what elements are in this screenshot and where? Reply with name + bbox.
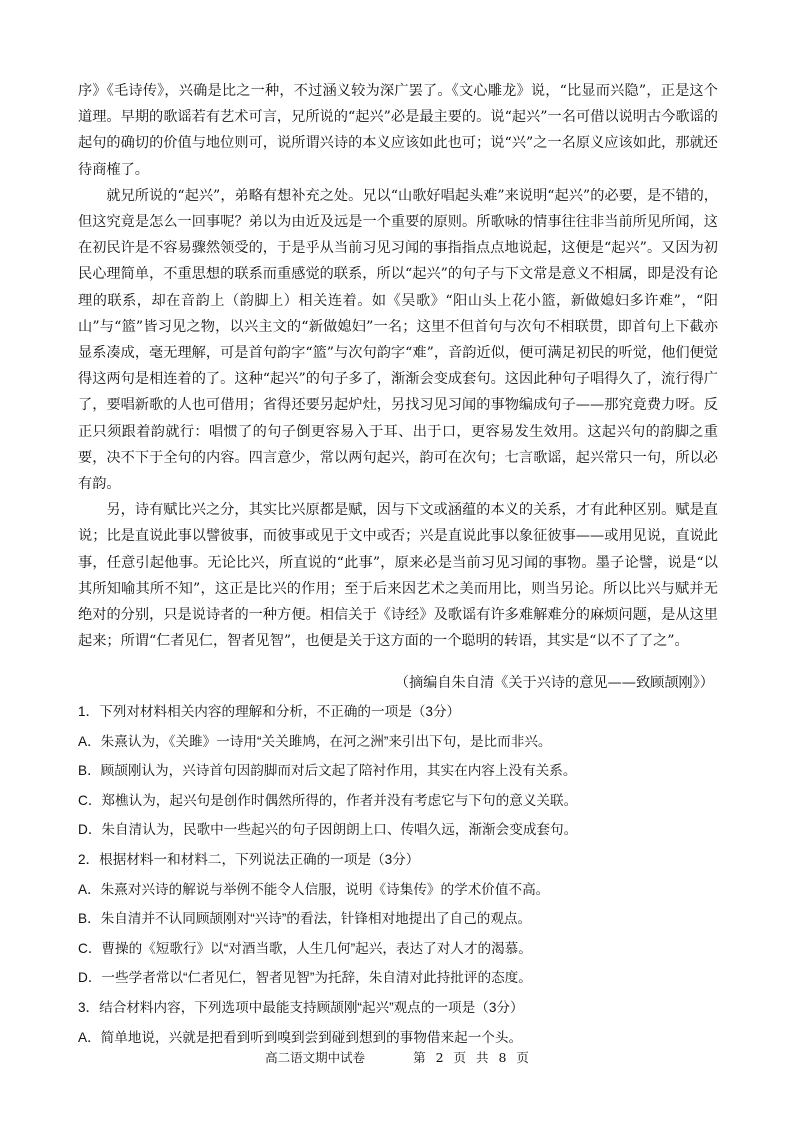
- question-2-option-c: C．曹操的《短歌行》以“对酒当歌，人生几何”起兴，表达了对人才的渴慕。: [78, 940, 532, 956]
- question-1-option-a: A．朱熹认为，《关雎》一诗用“关关雎鸠，在河之洲”来引出下句，是比而非兴。: [78, 733, 552, 749]
- passage-paragraph-1: 序》《毛诗传》，兴确是比之一种，不过涵义较为深广罢了。《文心雕龙》说，“比显而兴隐”，正是这个道理。早期的歌谣若有艺术可言，兄所说的“起兴”必是最主要的。说“起兴”一名可借以说明古今歌谣的起句的确切的价值与地位则可，说所谓兴诗的本义应该如此也可；说“兴”之一名原义应该如此，那就还待商榷了。: [78, 83, 718, 178]
- passage-citation: （摘编自朱自清《关于兴诗的意见——致顾颉刚》）: [394, 675, 714, 691]
- passage-paragraph-2: 就兄所说的“起兴”，弟略有想补充之处。兄以“山歌好唱起头难”来说明“起兴”的必要，是不错的，但这究竟是怎么一回事呢？弟以为由近及远是一个重要的原则。所歌咏的情事往往非当前所见所闻，这在初民许是不容易骤然领受的，于是乎从当前习见习闻的事指指点点地说起，这便是“起兴”。又因为初民心理简单，不重思想的联系而重感觉的联系，所以“起兴”的句子与下文常是意义不相属，即是没有论理的联系，却在音韵上（韵脚上）相关连着。如《吴歌》“阳山头上花小篮，新做媳妇多许难”，“阳山”与“篮”皆习见之物，以兴主文的“新做媳妇”一名；这里不但首句与次句不相联贯，即首句上下截亦显系凑成，毫无理解，可是首句韵字“篮”与次句韵字“难”，音韵近似，便可满足初民的听觉，他们便觉得这两句是相连着的了。这种“起兴”的句子多了，渐渐会变成套句。这因此种句子唱得久了，流行得广了，要唱新歌的人也可借用；省得还要另起炉灶，另找习见习闻的事物编成句子——那究竟费力呀。反正只须跟着韵就行：唱惯了的句子倒更容易入于耳、出于口，更容易发生效用。这起兴句的韵脚之重要，决不下于全句的内容。四言意少，常以两句起兴，韵可在次句；七言歌谣，起兴常只一句，所以必有韵。: [78, 187, 718, 493]
- question-3-stem: 3．结合材料内容，下列选项中最能支持顾颉刚“起兴”观点的一项是（3分）: [78, 999, 524, 1015]
- passage-paragraph-3: 另，诗有赋比兴之分，其实比兴原都是赋，因与下文或涵蕴的本义的关系，才有此种区别。赋是直说；比是直说此事以譬彼事，而彼事或见于文中或否；兴是直说此事以象征彼事——或用见说，直说此事，任意引起他事。无论比兴，所直说的“此事”，原来必是当前习见习闻的事物。墨子论譬，说是“以其所知喻其所不知”，这正是比兴的作用；至于后来因艺术之美而用比，则当另论。所以比兴与赋并无绝对的分别，只是说诗者的一种方便。相信关于《诗经》及歌谣有许多难解难分的麻烦问题，是从这里起来；所谓“仁者见仁，智者见智”，也便是关于这方面的一个聪明的转语，其实是“以不了了之”。: [78, 502, 718, 650]
- question-2-option-a: A．朱熹对兴诗的解说与举例不能令人信服，说明《诗集传》的学术价值不高。: [78, 881, 550, 897]
- question-2-option-b: B．朱自清并不认同顾颉刚对“兴诗”的看法，针锋相对地提出了自己的观点。: [78, 911, 532, 927]
- footer-page-number: 第 2 页 共 8 页: [413, 1050, 529, 1065]
- question-1-stem: 1．下列对材料相关内容的理解和分析，不正确的一项是（3分）: [78, 704, 461, 719]
- question-3-option-a: A．简单地说，兴就是把看到听到嗅到尝到碰到想到的事物借来起一个头。: [78, 1029, 523, 1045]
- question-2-option-d: D．一些学者常以“仁者见仁，智者见智”为托辞，朱自清对此持批评的态度。: [78, 970, 532, 986]
- footer-exam-name: 高二语文期中试卷: [265, 1050, 366, 1065]
- page-footer: [0, 1048, 794, 1066]
- question-1-option-c: C．郑樵认为，起兴句是创作时偶然所得的，作者并没有考虑它与下句的意义关联。: [78, 792, 578, 808]
- question-list: [78, 697, 718, 1052]
- passage-text: [78, 78, 718, 654]
- question-2-stem: 2．根据材料一和材料二，下列说法正确的一项是（3分）: [78, 851, 420, 867]
- question-1-option-d: D．朱自清认为，民歌中一些起兴的句子因朗朗上口、传唱久远，渐渐会变成套句。: [78, 822, 578, 838]
- question-1-option-b: B．顾颉刚认为，兴诗首句因韵脚而对后文起了陪衬作用，其实在内容上没有关系。: [78, 763, 577, 779]
